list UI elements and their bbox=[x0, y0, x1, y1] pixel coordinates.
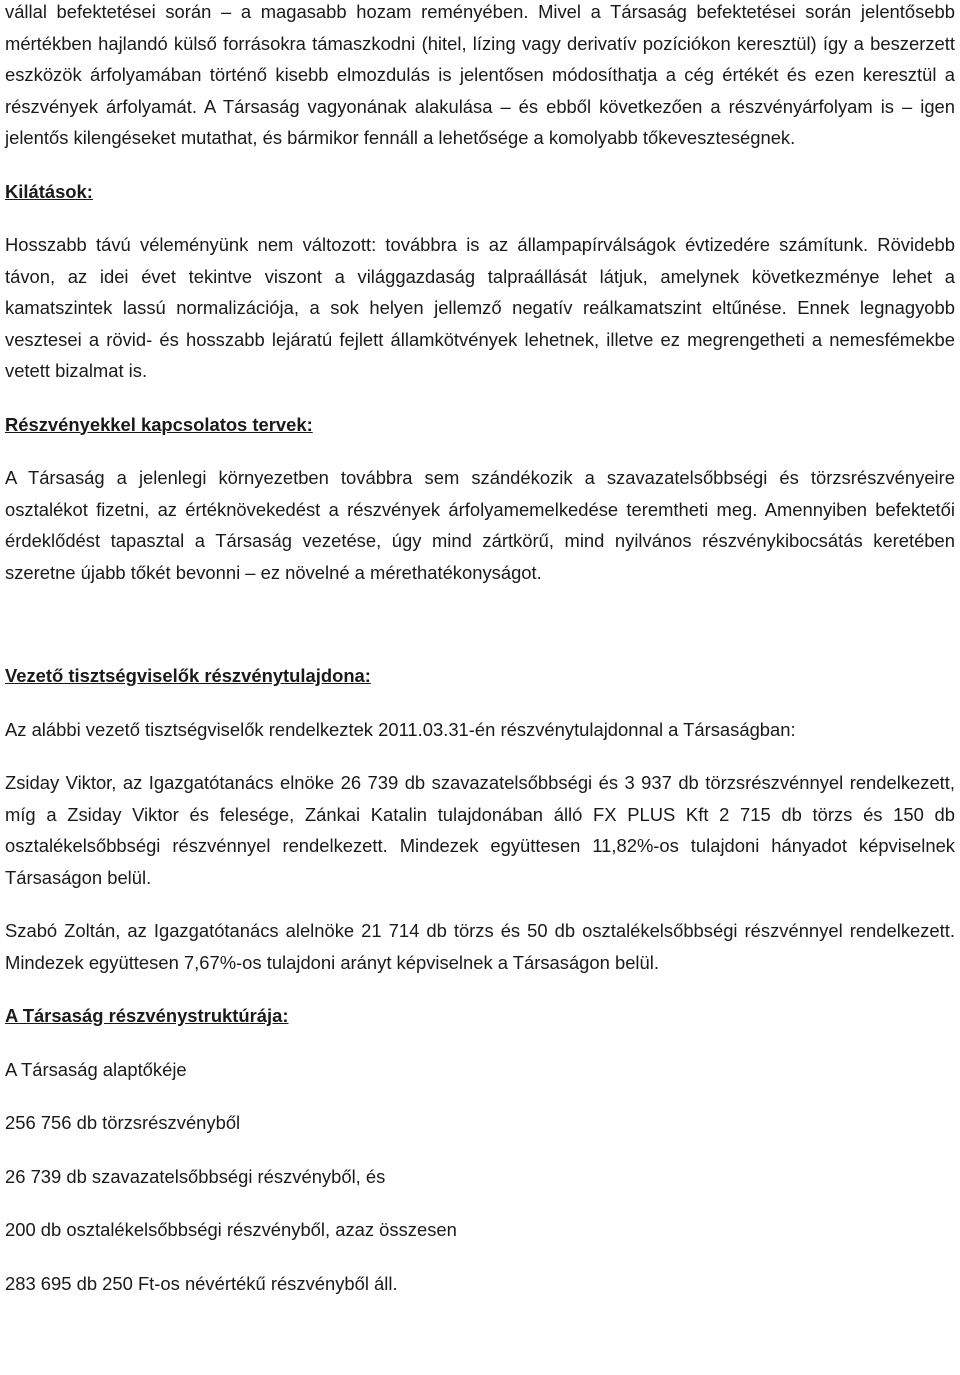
document-page bbox=[5, 0, 955, 1299]
structure-line: 256 756 db törzsrészvényből bbox=[5, 1112, 241, 1133]
plans-paragraph: A Társaság a jelenlegi környezetben továbbra sem szándékozik a szavazatelsőbbségi és törzsrészvényeire osztalékot fizetni, az értéknövekedést a részvények árfolyamemelkedése teremtheti meg. Amennyiben befektetői érdeklődést tapasztal a Társaság vezetése, úgy mind zártkörű, mind nyilvános részvénykibocsátás keretében szeretne újabb tőkét bevonni – ez növelné a mérethatékonyságot. bbox=[5, 467, 955, 583]
intro-paragraph: vállal befektetései során – a magasabb hozam reményében. Mivel a Társaság befektetései során jelentősebb mértékben hajlandó külső forrásokra támaszkodni (hitel, lízing vagy derivatív pozíciókon keresztül) így a beszerzett eszközök árfolyamában történő kisebb elmozdulás is jelentősen módosíthatja a cég értékét és ezen keresztül a részvények árfolyamát. A Társaság vagyonának alakulása – és ebből következően a részvényárfolyam is – igen jelentős kilengéseket mutathat, és bármikor fennáll a lehetősége a komolyabb tőkeveszteségnek. bbox=[5, 1, 955, 148]
ownership-heading: Vezető tisztségviselők részvénytulajdona: bbox=[5, 665, 371, 686]
structure-line: 283 695 db 250 Ft-os névértékű részvényből áll. bbox=[5, 1272, 398, 1294]
ownership-paragraph-1: Zsiday Viktor, az Igazgatótanács elnöke 26 739 db szavazatelsőbbségi és 3 937 db törzsrészvénnyel rendelkezett, míg a Zsiday Viktor és felesége, Zánkai Katalin tulajdonában álló FX PLUS Kft 2 715 db törzs és 150 db osztalékelsőbbségi részvénnyel rendelkezett. Mindezek együttesen 11,82%-os tulajdoni hányadot képviselnek Társaságon belül. bbox=[5, 772, 955, 888]
structure-line: 200 db osztalékelsőbbségi részvényből, azaz összesen bbox=[5, 1219, 457, 1240]
ownership-intro: Az alábbi vezető tisztségviselők rendelkeztek 2011.03.31-én részvénytulajdonnal a Társaságban: bbox=[5, 718, 796, 740]
ownership-paragraph-2: Szabó Zoltán, az Igazgatótanács alelnöke 21 714 db törzs és 50 db osztalékelsőbbségi részvénnyel rendelkezett. Mindezek együttesen 7,67%-os tulajdoni arányt képviselnek a Társaságon belül. bbox=[5, 920, 955, 973]
structure-heading: A Társaság részvénystruktúrája: bbox=[5, 1005, 289, 1026]
plans-heading: Részvényekkel kapcsolatos tervek: bbox=[5, 413, 313, 435]
outlook-heading: Kilátások: bbox=[5, 180, 93, 202]
structure-line: A Társaság alaptőkéje bbox=[5, 1058, 187, 1080]
structure-line: 26 739 db szavazatelsőbbségi részvényből, és bbox=[5, 1165, 386, 1187]
outlook-paragraph: Hosszabb távú véleményünk nem változott: továbbra is az állampapírválságok évtizedére számítunk. Rövidebb távon, az idei évet tekintve viszont a világgazdaság talpraállását látjuk, amelynek következménye lehet a kamatszintek lassú normalizációja, a sok helyen jellemző negatív reálkamatszint eltűnése. Ennek legnagyobb vesztesei a rövid- és hosszabb lejáratú fejlett államkötvények lehetnek, illetve ez megrengetheti a nemesfémekbe vetett bizalmat is. bbox=[5, 234, 955, 381]
